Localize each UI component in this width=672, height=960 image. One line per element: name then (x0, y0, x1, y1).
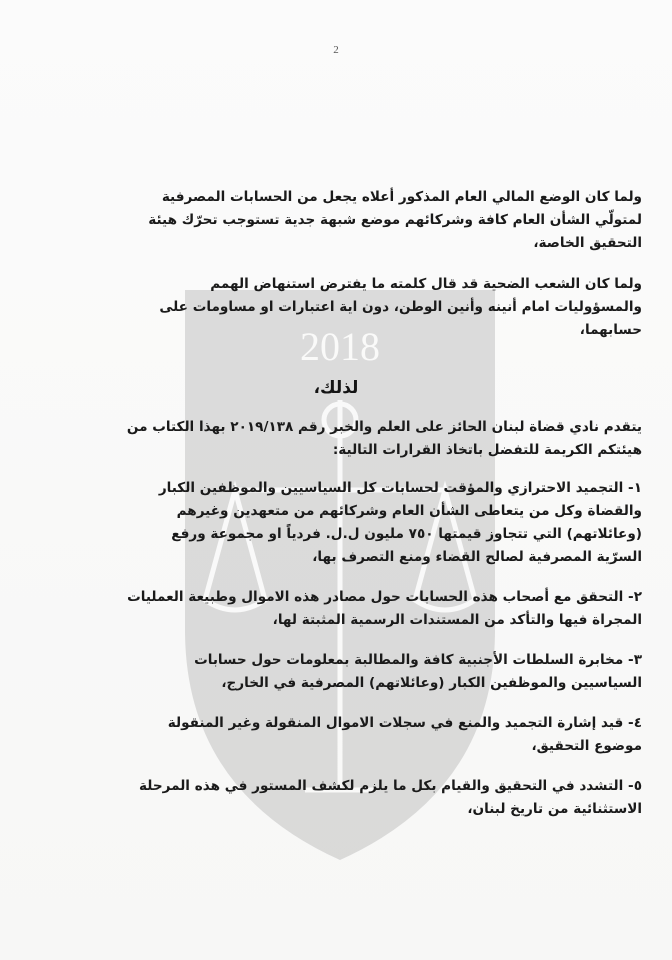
decision-item-3: ٣- مخابرة السلطات الأجنبية كافة والمطالبة بمعلومات حول حسابات السياسيين والموظفين الكبار (وعائلاتهم) المصرفية في الخارج، (194, 652, 642, 691)
paragraph-people-victim: ولما كان الشعب الضحية قد قال كلمته ما يفترض استنهاض الهمم والمسؤوليات امام أنينه وأنين الوطن، دون اية اعتبارات او مساومات على حسابهما، (159, 276, 642, 338)
paragraph-financial-situation: ولما كان الوضع المالي العام المذكور أعلاه يجعل من الحسابات المصرفية لمتولّي الشأن العام كافة وشركائهم موضع شبهة جدية تستوجب تحرّك هيئة التحقيق الخاصة، (148, 189, 642, 251)
decision-item-1: ١- التجميد الاحترازي والمؤقت لحسابات كل السياسيين والموظفين الكبار والقضاة وكل من يتعاطى الشأن العام وشركائهم من متعهدين وغيرهم (وعائلاتهم) التي تتجاوز قيمتها ٧٥٠ مليون ل.ل. فردياً او مجموعة ورفع السرّية المصرفية لصالح القضاء ومنع التصرف بها، (158, 480, 642, 565)
page-number: 2 (333, 44, 339, 56)
section-heading: لذلك، (313, 378, 359, 398)
decision-item-4: ٤- قيد إشارة التجميد والمنع في سجلات الاموال المنقولة وغير المنقولة موضوع التحقيق، (167, 715, 642, 754)
request-intro: يتقدم نادي قضاة لبنان الحائز على العلم والخبر رقم ٢٠١٩/١٣٨ بهذا الكتاب من هيئتكم الكريمة للتفضل باتخاذ القرارات التالية: (126, 419, 642, 458)
decision-item-5: ٥- التشدد في التحقيق والقيام بكل ما يلزم لكشف المستور في هذه المرحلة الاستثنائية من تاريخ لبنان، (139, 778, 642, 817)
decision-item-2: ٢- التحقق مع أصحاب هذه الحسابات حول مصادر هذه الاموال وطبيعة العمليات المجراة فيها والتأكد من المستندات الرسمية المثبتة لها، (127, 589, 642, 628)
watermark-year: 2018 (300, 324, 380, 369)
decision-list (122, 477, 642, 838)
